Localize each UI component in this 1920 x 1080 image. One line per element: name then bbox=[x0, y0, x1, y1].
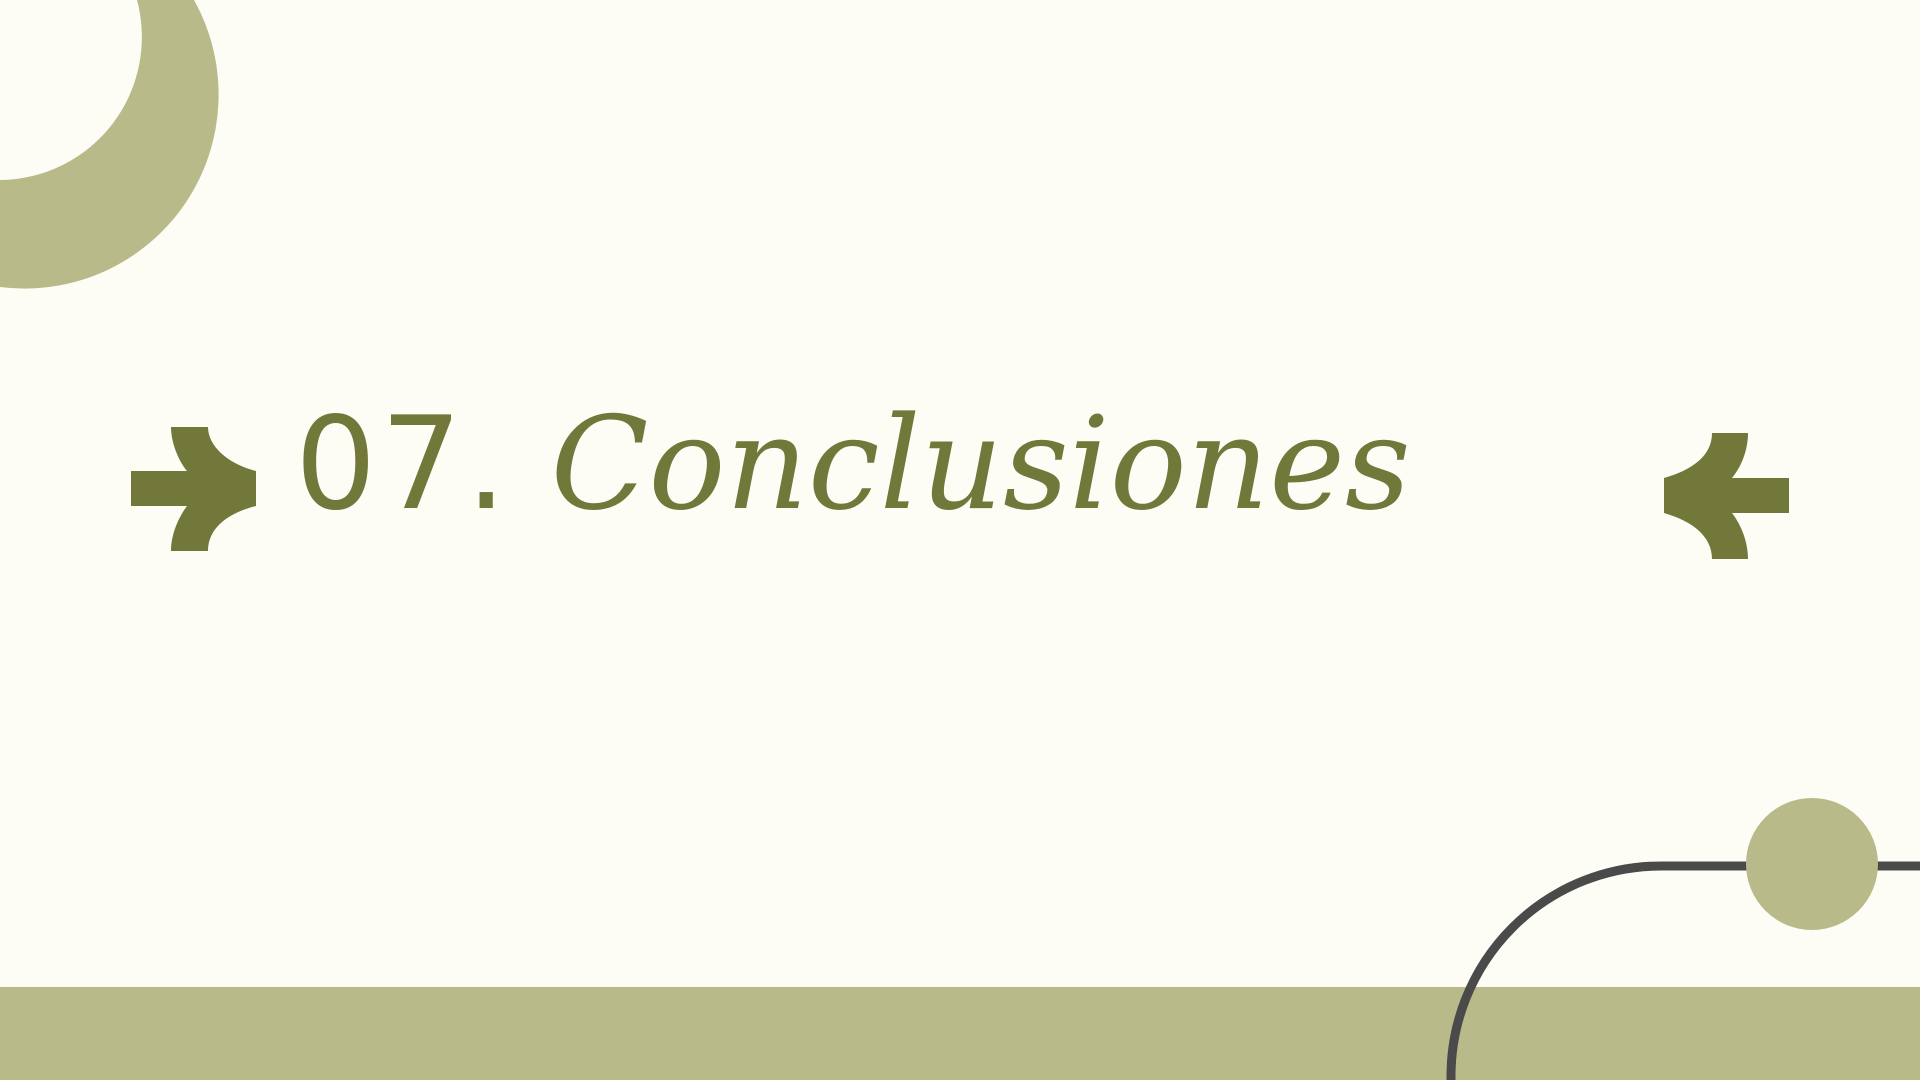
bottom-right-circle bbox=[1746, 798, 1878, 930]
arrow-left-icon bbox=[1664, 433, 1789, 559]
arrow-right-icon bbox=[131, 427, 256, 551]
slide-title bbox=[295, 365, 1635, 565]
title-text: Conclusiones bbox=[550, 390, 1411, 539]
title-number: 07. bbox=[295, 390, 511, 539]
top-left-arc bbox=[0, 0, 219, 289]
